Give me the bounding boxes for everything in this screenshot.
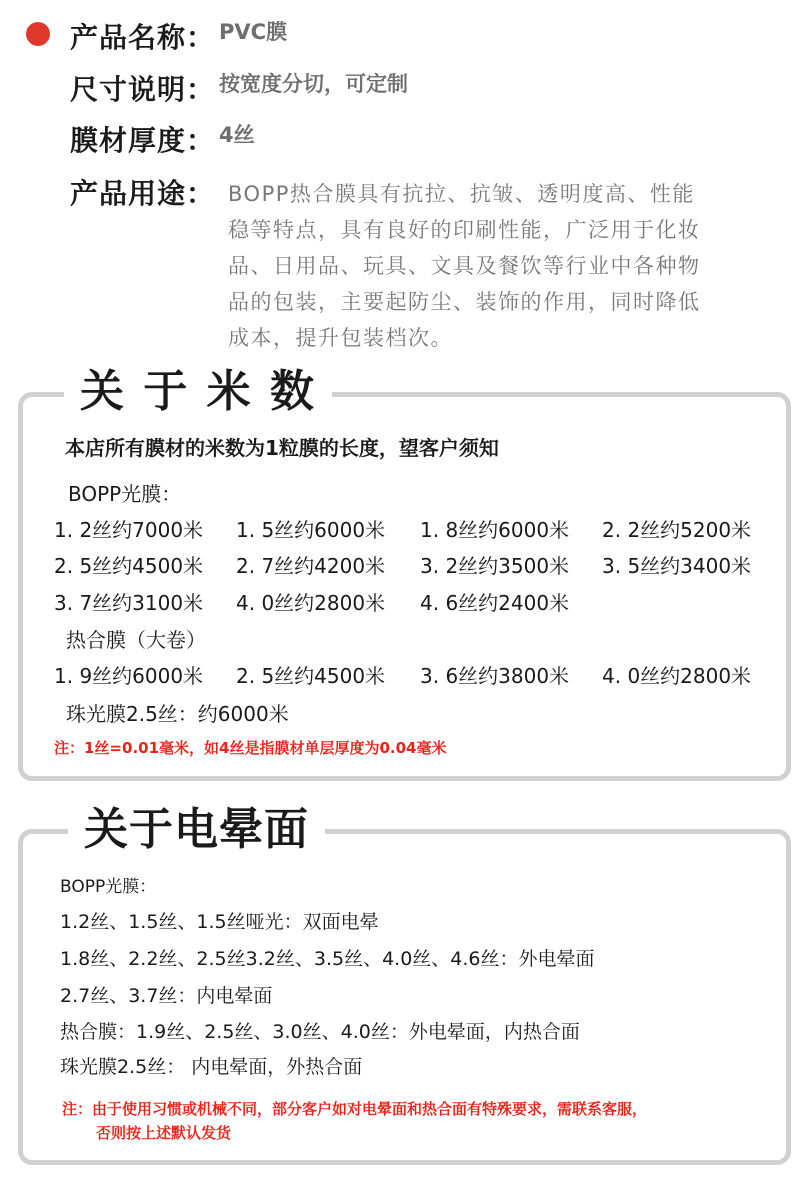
spec-row-name (70, 16, 287, 56)
spec-value-size: 按宽度分切，可定制 (219, 72, 409, 96)
corona-line: 2.7丝、3.7丝：内电晕面 (60, 985, 273, 1007)
corona-line: 1.2丝、1.5丝、1.5丝哑光：双面电晕 (60, 911, 379, 933)
bopp-heading: BOPP光膜： (68, 482, 182, 506)
spec-row-size (70, 68, 408, 108)
corona-line: 1.8丝、2.2丝、2.5丝3.2丝、3.5丝、4.0丝、4.6丝：外电晕面 (60, 948, 595, 970)
heat-cell: 2. 5丝约4500米 (236, 664, 386, 688)
bopp-cell: 2. 5丝约4500米 (54, 554, 204, 578)
spec-value-usage (228, 176, 748, 356)
bopp-cell: 2. 7丝约4200米 (236, 554, 386, 578)
bopp-cell: 4. 0丝约2800米 (236, 591, 386, 615)
corona-note-line2: 否则按上述默认发货 (96, 1124, 232, 1142)
spec-value-thickness: 4丝 (219, 123, 255, 147)
bopp-cell: 3. 7丝约3100米 (54, 591, 204, 615)
spec-label-thickness: 膜材厚度： (70, 124, 216, 157)
usage-line: 稳等特点，具有良好的印刷性能，广泛用于化妆 (228, 218, 701, 242)
meters-intro: 本店所有膜材的米数为1粒膜的长度，望客户须知 (65, 436, 499, 460)
corona-note-line1: 注：由于使用习惯或机械不同，部分客户如对电晕面和热合面有特殊要求，需联系客服， (62, 1100, 648, 1118)
bopp-cell: 1. 8丝约6000米 (420, 518, 570, 542)
corona-title: 关于电晕面 (68, 798, 325, 862)
usage-line: 品、日用品、玩具、文具及餐饮等行业中各种物 (228, 254, 701, 278)
corona-line: 珠光膜2.5丝： 内电晕面，外热合面 (60, 1056, 363, 1078)
bopp-cell: 2. 2丝约5200米 (602, 518, 752, 542)
red-bullet-dot (26, 22, 50, 46)
bopp-cell: 4. 6丝约2400米 (420, 591, 570, 615)
spec-label-usage: 产品用途： (70, 177, 216, 210)
corona-line: 热合膜：1.9丝、2.5丝、3.0丝、4.0丝：外电晕面，内热合面 (60, 1021, 580, 1043)
heat-cell: 4. 0丝约2800米 (602, 664, 752, 688)
pearl-line: 珠光膜2.5丝：约6000米 (66, 702, 289, 726)
heat-cell: 1. 9丝约6000米 (54, 664, 204, 688)
bopp-cell: 3. 2丝约3500米 (420, 554, 570, 578)
spec-row-thickness (70, 119, 255, 159)
spec-row-usage (70, 172, 215, 212)
meters-title: 关 于 米 数 (64, 360, 332, 424)
usage-line: BOPP热合膜具有抗拉、抗皱、透明度高、性能 (228, 182, 695, 206)
meters-note: 注：1丝=0.01毫米，如4丝是指膜材单层厚度为0.04毫米 (54, 739, 447, 757)
heat-cell: 3. 6丝约3800米 (420, 664, 570, 688)
usage-line: 成本，提升包装档次。 (228, 326, 453, 350)
spec-value-name: PVC膜 (219, 20, 288, 44)
spec-label-name: 产品名称： (70, 21, 216, 54)
usage-line: 品的包装，主要起防尘、装饰的作用，同时降低 (228, 290, 701, 314)
bopp-cell: 1. 5丝约6000米 (236, 518, 386, 542)
corona-bopp-heading: BOPP光膜： (60, 877, 157, 897)
spec-label-size: 尺寸说明： (70, 73, 216, 106)
bopp-cell: 1. 2丝约7000米 (54, 518, 204, 542)
heat-heading: 热合膜（大卷） (66, 628, 206, 652)
bopp-cell: 3. 5丝约3400米 (602, 554, 752, 578)
